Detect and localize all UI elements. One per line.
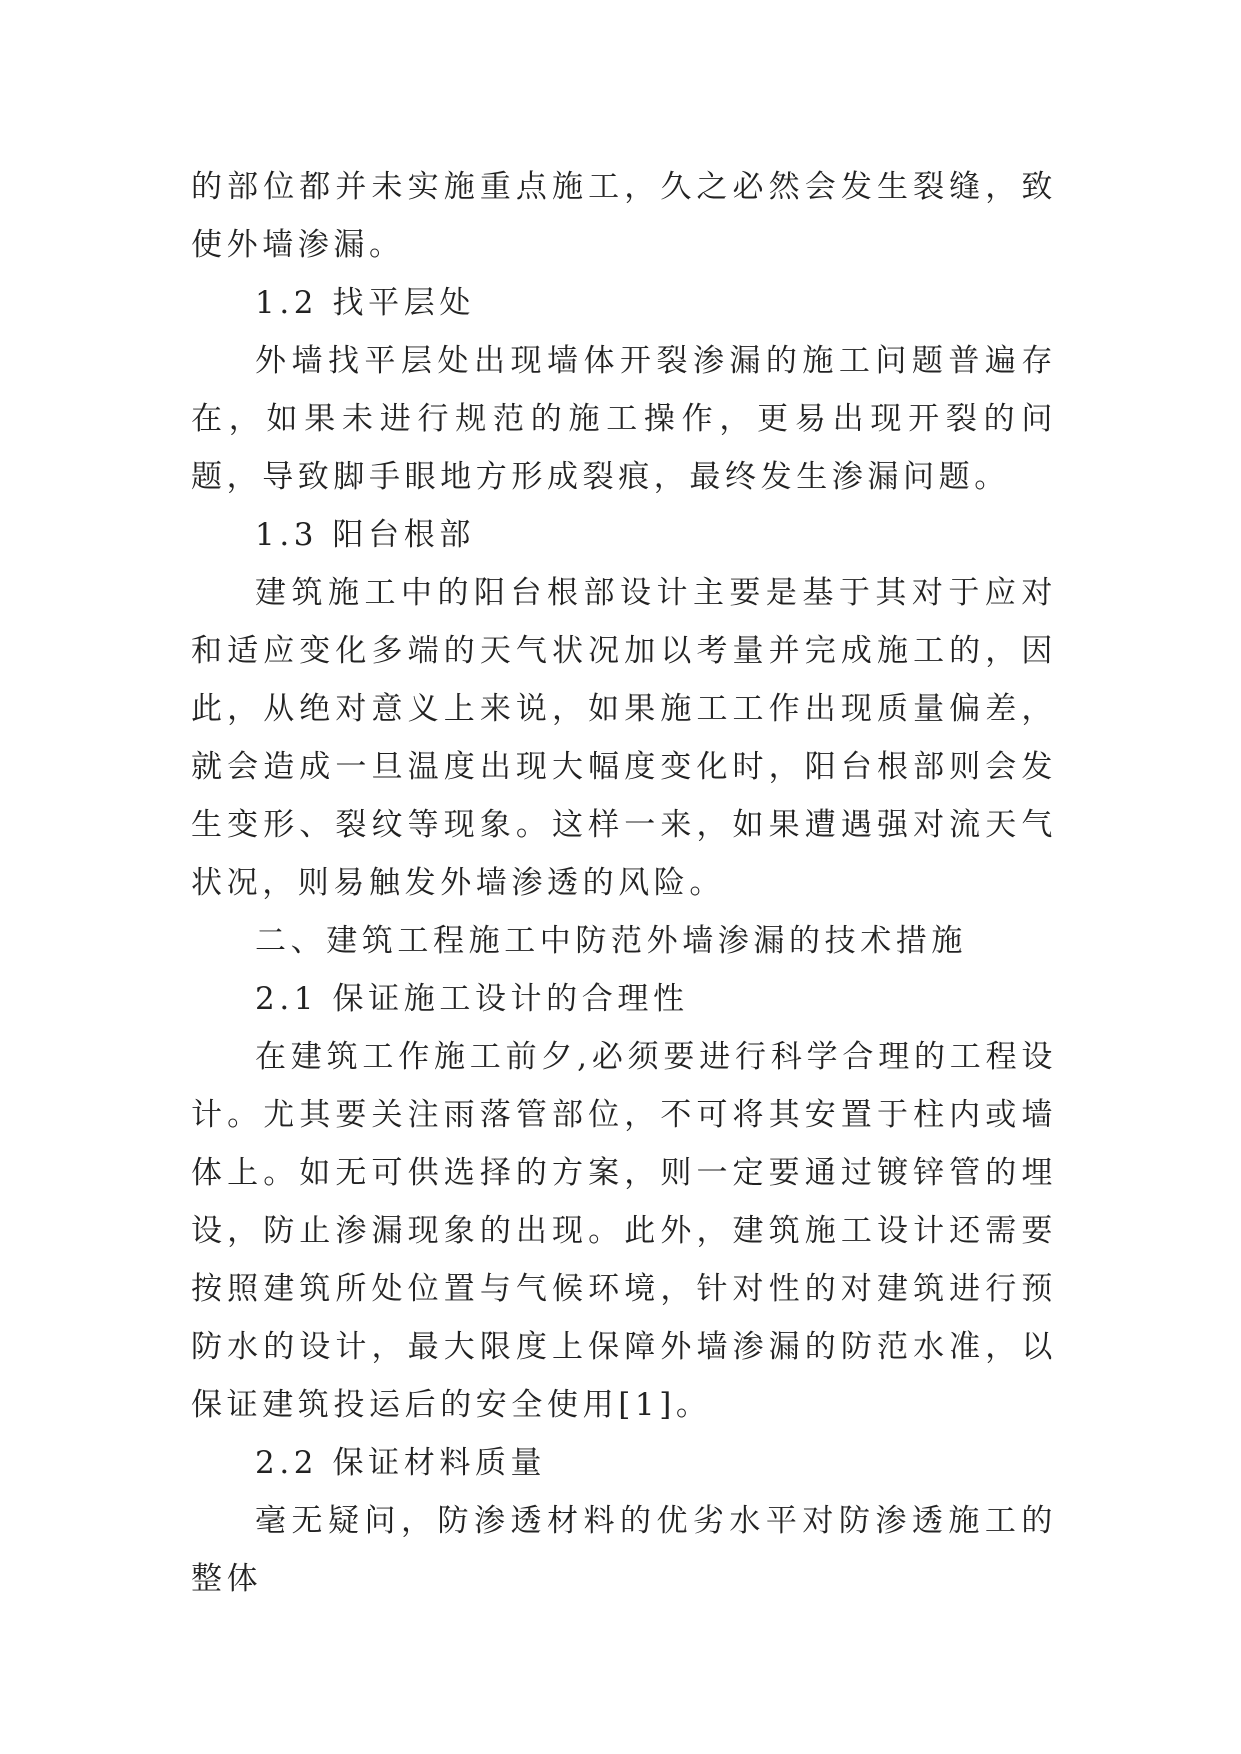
- section-heading-2-1: 2.1 保证施工设计的合理性: [255, 981, 689, 1017]
- section-heading-1-2: 1.2 找平层处: [255, 285, 475, 321]
- section-heading-1-3: 1.3 阳台根部: [255, 517, 475, 553]
- paragraph-material-quality: 毫无疑问，防渗透材料的优劣水平对防渗透施工的整体: [191, 1503, 1057, 1597]
- document-body: [191, 158, 1057, 1608]
- paragraph-continuation: 的部位都并未实施重点施工，久之必然会发生裂缝，致使外墙渗漏。: [191, 169, 1057, 263]
- chapter-heading-2: 二、建筑工程施工中防范外墙渗漏的技术措施: [255, 923, 967, 959]
- paragraph-leveling-layer: 外墙找平层处出现墙体开裂渗漏的施工问题普遍存在，如果未进行规范的施工操作，更易出现开裂的问题，导致脚手眼地方形成裂痕，最终发生渗漏问题。: [191, 343, 1057, 495]
- section-heading-2-2: 2.2 保证材料质量: [255, 1445, 547, 1481]
- paragraph-balcony-root: 建筑施工中的阳台根部设计主要是基于其对于应对和适应变化多端的天气状况加以考量并完成施工的，因此，从绝对意义上来说，如果施工工作出现质量偏差，就会造成一旦温度出现大幅度变化时，阳台根部则会发生变形、裂纹等现象。这样一来，如果遭遇强对流天气状况，则易触发外墙渗透的风险。: [191, 575, 1057, 901]
- paragraph-design-rationality: 在建筑工作施工前夕,必须要进行科学合理的工程设计。尤其要关注雨落管部位，不可将其安置于柱内或墙体上。如无可供选择的方案，则一定要通过镀锌管的埋设，防止渗漏现象的出现。此外，建筑施工设计还需要按照建筑所处位置与气候环境，针对性的对建筑进行预防水的设计，最大限度上保障外墙渗漏的防范水准，以保证建筑投运后的安全使用[1]。: [191, 1039, 1057, 1423]
